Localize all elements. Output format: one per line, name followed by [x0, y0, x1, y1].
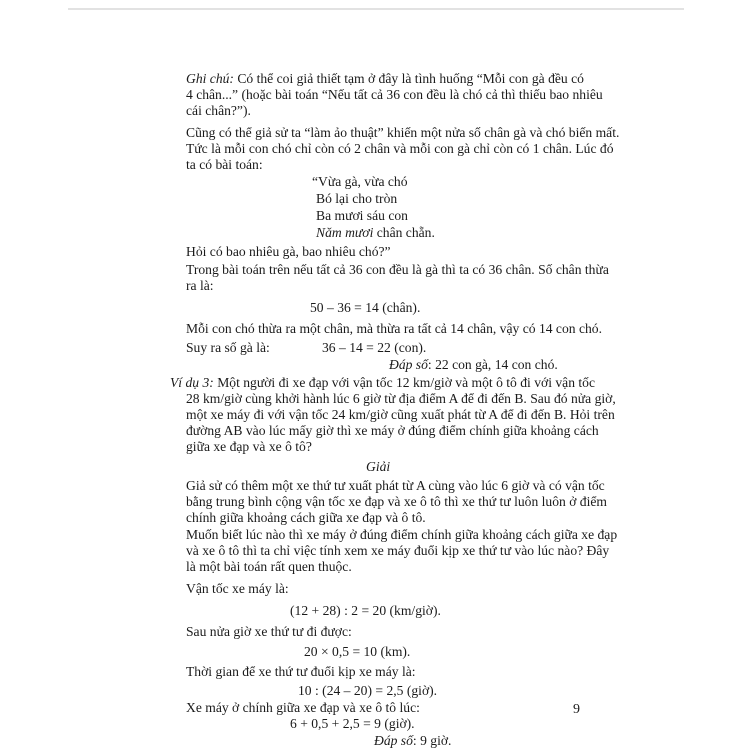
sol1-line-3: chính giữa khoảng cách giữa xe đạp và ô tô.	[186, 510, 426, 525]
note-line-2: 4 chân...” (hoặc bài toán “Nếu tất cả 36 con đều là chó cả thì thiếu bao nhiêu	[186, 87, 603, 102]
sol4-line: Sau nửa giờ xe thứ tư đi được:	[186, 624, 352, 639]
para1-line-2: Tức là mỗi con chó chỉ còn có 2 chân và mỗi con gà chỉ còn có 1 chân. Lúc đó	[186, 141, 614, 156]
example3-line-1	[170, 375, 595, 391]
equation-3: (12 + 28) : 2 = 20 (km/giờ).	[290, 603, 441, 618]
para3-line: Mỗi con chó thừa ra một chân, mà thừa ra tất cả 14 chân, vậy có 14 con chó.	[186, 321, 602, 336]
para1-line-3: ta có bài toán:	[186, 157, 263, 172]
answer-2-label: Đáp số	[374, 733, 413, 748]
sol2-line-3: là một bài toán rất quen thuộc.	[186, 559, 352, 574]
example3-line-5: giữa xe đạp và xe ô tô?	[186, 439, 312, 454]
answer-2-value: : 9 giờ.	[412, 733, 452, 748]
sol1-line-1: Giả sử có thêm một xe thứ tư xuất phát từ A cùng vào lúc 6 giờ và có vận tốc	[186, 478, 605, 493]
equation-1: 50 – 36 = 14 (chân).	[310, 300, 421, 315]
example3-text: Một người đi xe đạp với vận tốc 12 km/giờ và một ô tô đi với vận tốc	[213, 375, 596, 390]
example3-line-2: 28 km/giờ cùng khởi hành lúc 6 giờ từ địa điểm A để đi đến B. Sau đó nửa giờ,	[186, 391, 616, 406]
equation-2: 36 – 14 = 22 (con).	[322, 340, 427, 355]
sol3-line: Vận tốc xe máy là:	[186, 581, 289, 596]
poem-line-4	[316, 225, 435, 241]
example3-line-4: đường AB vào lúc mấy giờ thì xe máy ở đúng điểm chính giữa khoảng cách	[186, 423, 599, 438]
example3-line-3: một xe máy đi với vận tốc 24 km/giờ cũng xuất phát từ A để đi đến B. Hỏi trên	[186, 407, 615, 422]
sol2-line-1: Muốn biết lúc nào thì xe máy ở đúng điểm chính giữa khoảng cách giữa xe đạp	[186, 527, 618, 542]
note-line-1	[186, 71, 584, 87]
note-text: Có thể coi giả thiết tạm ở đây là tình huống “Mỗi con gà đều có	[233, 71, 584, 86]
sol5-line: Thời gian để xe thứ tư đuổi kịp xe máy là:	[186, 664, 416, 679]
example3-label: Ví dụ 3:	[170, 375, 214, 390]
equation-6: 6 + 0,5 + 2,5 = 9 (giờ).	[290, 716, 415, 731]
para2-line-1: Trong bài toán trên nếu tất cả 36 con đều là gà thì ta có 36 chân. Số chân thừa	[186, 262, 609, 277]
solution-heading: Giải	[366, 459, 391, 474]
page-number: 9	[573, 702, 580, 717]
poem-line-1: “Vừa gà, vừa chó	[312, 174, 408, 189]
answer-1-label: Đáp số	[389, 357, 428, 372]
poem-line-2: Bó lại cho tròn	[316, 191, 398, 206]
para1-line-1: Cũng có thể giả sử ta “làm ảo thuật” khiến một nửa số chân gà và chó biến mất.	[186, 125, 620, 140]
para2-line-2: ra là:	[186, 278, 214, 293]
sol6-line: Xe máy ở chính giữa xe đạp và xe ô tô lúc:	[186, 700, 420, 715]
poem-rest: chân chẵn.	[373, 225, 435, 240]
poem-line-3: Ba mươi sáu con	[316, 208, 408, 223]
sol1-line-2: bằng trung bình cộng vận tốc xe đạp và xe ô tô thì xe thứ tư luôn luôn ở điểm	[186, 494, 607, 509]
para4-label: Suy ra số gà là:	[186, 340, 270, 355]
note-line-3: cái chân?”).	[186, 103, 251, 118]
question-line: Hỏi có bao nhiêu gà, bao nhiêu chó?”	[186, 244, 391, 259]
sol2-line-2: và xe ô tô thì ta chỉ việc tính xem xe máy đuổi kịp xe thứ tư vào lúc nào? Đây	[186, 543, 610, 558]
note-label: Ghi chú:	[186, 71, 234, 86]
answer-2	[374, 733, 451, 749]
poem-italic: Năm mươi	[316, 225, 374, 240]
equation-4: 20 × 0,5 = 10 (km).	[304, 644, 411, 659]
answer-1	[389, 357, 558, 373]
answer-1-value: : 22 con gà, 14 con chó.	[427, 357, 558, 372]
equation-5: 10 : (24 – 20) = 2,5 (giờ).	[298, 683, 438, 698]
